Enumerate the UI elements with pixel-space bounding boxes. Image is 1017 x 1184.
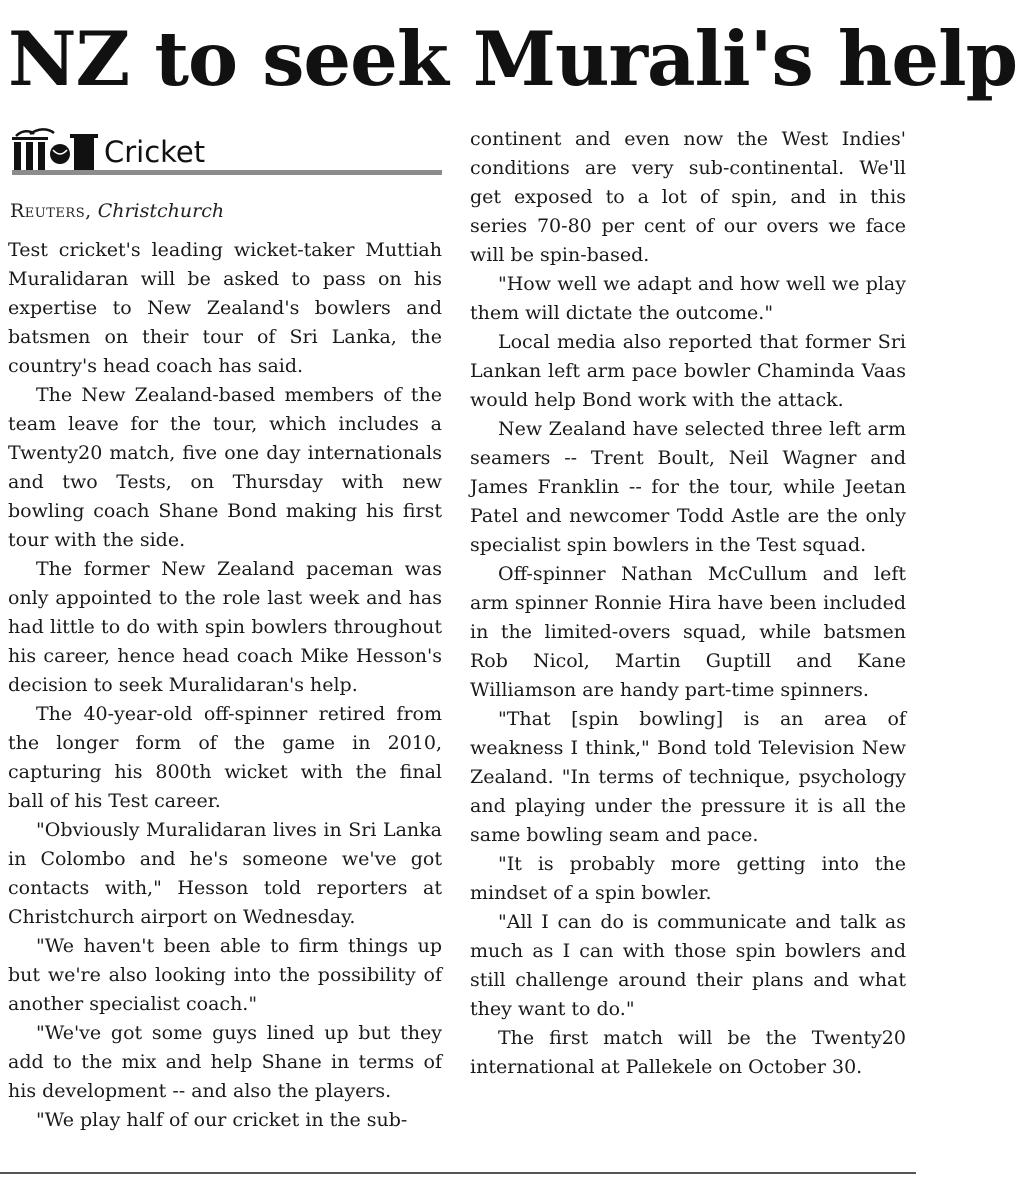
paragraph: "It is probably more getting into the mindset of a spin bowler. [470,853,906,904]
paragraph: continent and even now the West Indies' conditions are very sub-continental. We'll get exposed to a lot of spin, and in this series 70-80 per cent of our overs we face will be spin-based. [470,128,906,266]
byline-place: Christchurch [97,200,225,222]
paragraph: Test cricket's leading wicket-taker Muttiah Muralidaran will be asked to pass on his expertise to New Zealand's bowlers and batsmen on their tour of Sri Lanka, the country's head coach has said. [8,239,442,377]
paragraph: "We play half of our cricket in the sub- [36,1109,408,1131]
paragraph: "We haven't been able to firm things up but we're also looking into the possibility of another specialist coach." [8,935,442,1015]
cricket-stumps-icon [12,128,98,170]
paragraph: The former New Zealand paceman was only appointed to the role last week and has had little to do with spin bowlers throughout his career, hence head coach Mike Hesson's decision to seek Muralidaran's help. [8,558,442,696]
article-column-left [8,236,442,1135]
byline-agency: Reuters, [10,200,92,222]
headline: NZ to seek Murali's help [8,15,1017,103]
bottom-rule [0,1172,916,1174]
paragraph: New Zealand have selected three left arm seamers -- Trent Boult, Neil Wagner and James Franklin -- for the tour, while Jeetan Patel and newcomer Todd Astle are the only specialist spin bowlers in the Test squad. [470,418,906,556]
article-column-right [470,125,906,1082]
paragraph: "How well we adapt and how well we play them will dictate the outcome." [470,273,906,324]
paragraph: "All I can do is communicate and talk as much as I can with those spin bowlers and still challenge around their plans and what they want to do." [470,911,906,1020]
paragraph: "That [spin bowling] is an area of weakness I think," Bond told Television New Zealand. "In terms of technique, psychology and playing under the pressure it is all the same bowling seam and pace. [470,708,906,846]
section-tag [12,128,442,178]
paragraph: Local media also reported that former Sri Lankan left arm pace bowler Chaminda Vaas would help Bond work with the attack. [470,331,906,411]
section-label: Cricket [104,135,206,169]
section-rule [12,170,442,175]
paragraph: Off-spinner Nathan McCullum and left arm spinner Ronnie Hira have been included in the limited-overs squad, while batsmen Rob Nicol, Martin Guptill and Kane Williamson are handy part-time spinners. [470,563,906,701]
paragraph: "Obviously Muralidaran lives in Sri Lanka in Colombo and he's someone we've got contacts with," Hesson told reporters at Christchurch airport on Wednesday. [8,819,442,928]
paragraph: The 40-year-old off-spinner retired from the longer form of the game in 2010, capturing his 800th wicket with the final ball of his Test career. [8,703,442,812]
byline [10,198,224,224]
paragraph: The first match will be the Twenty20 international at Pallekele on October 30. [470,1027,906,1078]
paragraph: "We've got some guys lined up but they add to the mix and help Shane in terms of his development -- and also the players. [8,1022,442,1102]
paragraph: The New Zealand-based members of the team leave for the tour, which includes a Twenty20 match, five one day internationals and two Tests, on Thursday with new bowling coach Shane Bond making his first tour with the side. [8,384,442,551]
